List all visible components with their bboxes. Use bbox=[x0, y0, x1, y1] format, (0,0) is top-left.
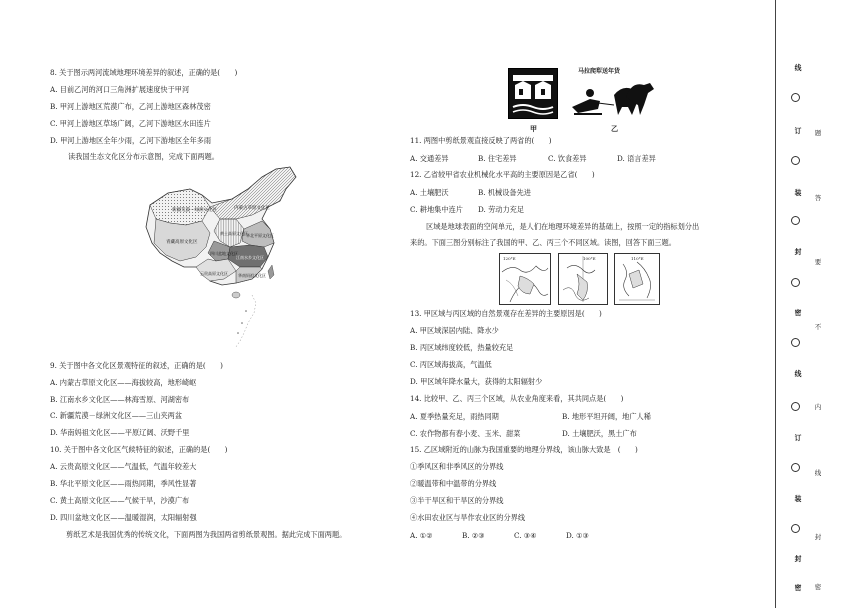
q15-option-c: C. ③④ bbox=[514, 531, 537, 540]
map-label-sichuan: 四川盆地文化区 bbox=[210, 251, 238, 256]
margin-char: 封 bbox=[794, 248, 802, 256]
q15-option-a: A. ①② bbox=[410, 531, 433, 540]
q12-option-a: A. 土壤肥沃 bbox=[410, 188, 449, 197]
q10-option-c: C. 黄土高原文化区——气候干旱，沙漠广布 bbox=[50, 496, 190, 505]
svg-text:110°E: 110°E bbox=[631, 256, 644, 261]
q14-option-c: C. 农作物都有春小麦、玉米、甜菜 bbox=[410, 429, 521, 438]
culture-intro: 读我国生态文化区分布示意图，完成下面两题。 bbox=[68, 152, 219, 161]
map-label-qinghai-tibet: 青藏高原文化区 bbox=[166, 240, 198, 245]
q9-option-d: D. 华南妈祖文化区——平原辽阔、沃野千里 bbox=[50, 428, 190, 437]
margin-notice-char: 不 bbox=[814, 323, 822, 331]
q8-option-a: A. 目前乙河的河口三角洲扩展速度快于甲河 bbox=[50, 85, 190, 94]
q15-stem: 15. 乙区域附近的山脉为我国重要的地理分界线，该山脉大致是 ( ) bbox=[410, 445, 638, 454]
q9-stem: 9. 关于图中各文化区景观特征的叙述，正确的是( ) bbox=[50, 361, 223, 370]
binding-hole-icon bbox=[791, 402, 800, 411]
q15-statement-1: ①季风区和非季风区的分界线 bbox=[410, 462, 504, 471]
label-jia: 甲 bbox=[530, 124, 537, 133]
map-label-yungui: 云贵高原文化区 bbox=[200, 271, 228, 276]
map-label-north-china: 华北平原文化区 bbox=[246, 233, 274, 238]
label-yi: 乙 bbox=[611, 124, 618, 133]
binding-hole-icon bbox=[791, 216, 800, 225]
q11-option-c: C. 饮食差异 bbox=[548, 154, 587, 163]
binding-hole-icon bbox=[791, 338, 800, 347]
q10-option-d: D. 四川盆地文化区——温暖湿润，太阳辐射强 bbox=[50, 513, 197, 522]
q15-statement-4: ④水田农业区与旱作农业区的分界线 bbox=[410, 513, 526, 522]
q13-option-b: B. 丙区域纬度较低，热量较充足 bbox=[410, 343, 514, 352]
region-map-yi bbox=[558, 253, 608, 305]
q15-statement-3: ③半干旱区和干旱区的分界线 bbox=[410, 496, 504, 505]
papercut-image-yi bbox=[570, 66, 656, 120]
q10-option-b: B. 华北平原文化区——雨热同期，季风性显著 bbox=[50, 479, 197, 488]
q14-option-d: D. 土壤肥沃，黑土广布 bbox=[562, 429, 637, 438]
q9-option-b: B. 江南水乡文化区——林海雪原、河湖密布 bbox=[50, 395, 190, 404]
margin-char: 密 bbox=[794, 309, 802, 317]
svg-text:120°E: 120°E bbox=[503, 256, 516, 261]
margin-char: 封 bbox=[794, 555, 802, 563]
q12-option-d: D. 劳动力充足 bbox=[478, 205, 525, 214]
binding-hole-icon bbox=[791, 524, 800, 533]
map-label-inner-mongolia: 内蒙古草原文化区 bbox=[234, 206, 270, 211]
margin-notice-char: 题 bbox=[814, 129, 822, 137]
map-label-south-china: 华南妈祖文化区 bbox=[238, 273, 266, 278]
q10-option-a: A. 云贵高原文化区——气温低，气温年较差大 bbox=[50, 462, 197, 471]
binding-hole-icon bbox=[791, 463, 800, 472]
region-map-jia bbox=[499, 253, 551, 305]
q13-stem: 13. 甲区域与丙区域的自然景观存在差异的主要原因是( ) bbox=[410, 309, 602, 318]
region-map-bing bbox=[614, 253, 660, 305]
margin-notice-char: 答 bbox=[814, 194, 822, 202]
q8-option-c: C. 甲河上游地区草场广阔，乙河下游地区水田连片 bbox=[50, 119, 211, 128]
papercut-intro: 剪纸艺术是我国优秀的传统文化，下面两图为我国两省剪纸景观图。据此完成下面两题。 bbox=[66, 530, 347, 539]
map-label-xinjiang: 新疆荒漠－绿洲文化区 bbox=[172, 208, 217, 213]
margin-notice-char: 线 bbox=[814, 469, 822, 477]
margin-notice-char: 密 bbox=[814, 583, 822, 591]
margin-char: 线 bbox=[794, 370, 802, 378]
q9-option-c: C. 新疆荒漠－绿洲文化区——三山夹两盆 bbox=[50, 411, 183, 420]
q15-option-b: B. ②③ bbox=[462, 531, 485, 540]
papercut-banner: 马拉爬犁送年货 bbox=[578, 68, 621, 75]
q12-stem: 12. 乙省较甲省农业机械化水平高的主要原因是乙省( ) bbox=[410, 170, 595, 179]
margin-char: 密 bbox=[794, 584, 802, 592]
q12-option-b: B. 机械设备先进 bbox=[478, 188, 531, 197]
q12-option-c: C. 耕地集中连片 bbox=[410, 205, 463, 214]
q8-stem: 8. 关于图示两河流域地理环境差异的叙述，正确的是( ) bbox=[50, 68, 238, 77]
q11-option-d: D. 语言差异 bbox=[617, 154, 656, 163]
q11-option-a: A. 交通差异 bbox=[410, 154, 449, 163]
q10-stem: 10. 关于图中各文化区气候特征的叙述，正确的是( ) bbox=[50, 445, 228, 454]
margin-char: 装 bbox=[794, 189, 802, 197]
q15-statement-2: ②暖温带和中温带的分界线 bbox=[410, 479, 497, 488]
q11-stem: 11. 两图中剪纸景观直接反映了两省的( ) bbox=[410, 136, 552, 145]
binding-hole-icon bbox=[791, 278, 800, 287]
margin-char: 线 bbox=[794, 64, 802, 72]
region-intro-line1: 区域是地球表面的空间单元，是人们在地理环境差异的基础上，按照一定的指标划分出 bbox=[426, 222, 700, 231]
margin-char: 订 bbox=[794, 127, 802, 135]
q14-stem: 14. 比较甲、乙、丙三个区域，从农业角度来看，其共同点是( ) bbox=[410, 394, 624, 403]
region-intro-line2: 来的。下面三图分别标注了我国的甲、乙、丙三个不同区域。读图，回答下面三题。 bbox=[410, 238, 676, 247]
culture-region-map bbox=[140, 163, 305, 353]
q14-option-a: A. 夏季热量充足，雨热同期 bbox=[410, 412, 499, 421]
q13-option-c: C. 丙区域海拔高，气温低 bbox=[410, 360, 492, 369]
margin-char: 订 bbox=[794, 434, 802, 442]
margin-notice-char: 要 bbox=[814, 258, 822, 266]
q8-option-d: D. 甲河上游地区全年少雨，乙河下游地区全年多雨 bbox=[50, 136, 212, 145]
margin-notice-char: 封 bbox=[814, 533, 822, 541]
map-label-jiangnan: 江南水乡文化区 bbox=[236, 255, 264, 260]
binding-margin-line bbox=[775, 0, 776, 608]
binding-hole-icon bbox=[791, 93, 800, 102]
margin-notice-char: 内 bbox=[814, 403, 822, 411]
map-label-loess: 黄土高原文化区 bbox=[220, 231, 248, 236]
q13-option-a: A. 甲区域深居内陆、降水少 bbox=[410, 326, 499, 335]
q13-option-d: D. 甲区域年降水量大，获得的太阳辐射少 bbox=[410, 377, 543, 386]
q15-option-d: D. ①③ bbox=[566, 531, 589, 540]
papercut-image-jia bbox=[508, 68, 558, 119]
q14-option-b: B. 地形平坦开阔，地广人稀 bbox=[562, 412, 651, 421]
binding-hole-icon bbox=[791, 156, 800, 165]
margin-char: 装 bbox=[794, 495, 802, 503]
q8-option-b: B. 甲河上游地区荒漠广布，乙河上游地区森林茂密 bbox=[50, 102, 211, 111]
q11-option-b: B. 住宅差异 bbox=[478, 154, 517, 163]
q9-option-a: A. 内蒙古草原文化区——海拔较高，地形崎岖 bbox=[50, 378, 197, 387]
svg-text:100°E: 100°E bbox=[583, 256, 596, 261]
